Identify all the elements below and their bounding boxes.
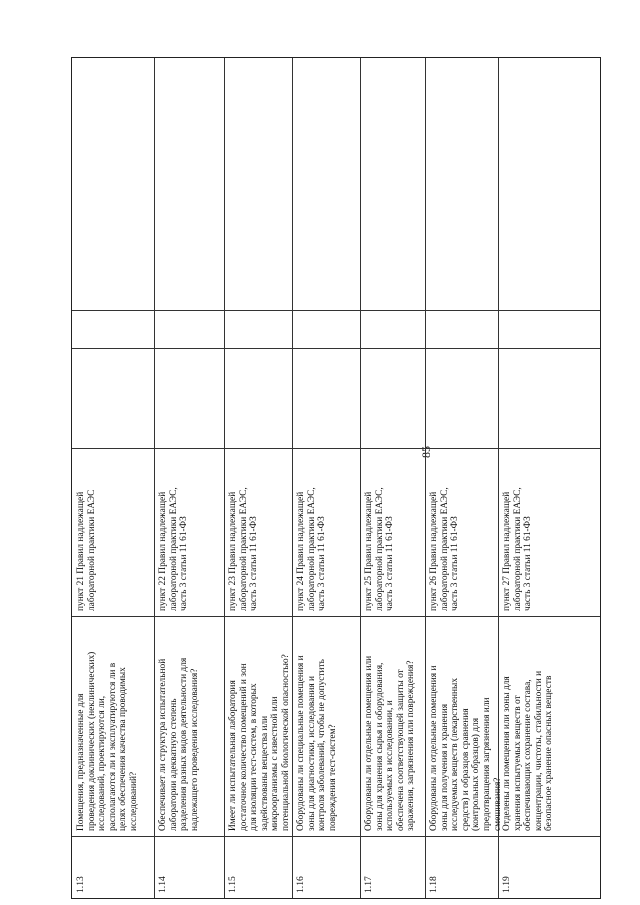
item-number: 1.13 <box>75 876 86 893</box>
item-number: 1.16 <box>295 876 306 893</box>
legal-reference: пункт 21 Правил надлежащей лабораторной практики ЕАЭС <box>76 489 97 611</box>
requirement-question: Отделены ли помещения или зоны для хранения испытуемых веществ от обеспечивающих сохранение состава, концентрации, чистоты, стабильности и безопасное хранение опасных веществ <box>502 670 555 831</box>
requirement-question: Помещения, предназначенные для проведения доклинических (неклинических) исследований, проектируются ли, располагаются ли и эксплуатируются ли в целях обеспечения качества проводимых исследований? <box>76 651 139 831</box>
page-number: 85 <box>419 446 433 458</box>
requirement-question: Имеет ли испытательная лаборатория достаточное количество помещений и зон для изоляции тест-систем, в которых задействованы вещества или микроорганизмы с известной или потенциальной биологической опасностью? <box>228 654 291 831</box>
item-number: 1.17 <box>363 876 374 893</box>
requirement-question: Обеспечивает ли структура испытательной лаборатории адекватную степень разделения разных видов деятельности для надлежащего проведения исследования? <box>158 657 200 831</box>
column-divider <box>72 348 600 349</box>
legal-reference: пункт 25 Правил надлежащей лабораторной практики ЕАЭС, часть 3 статьи 11 61-ФЗ <box>364 487 396 611</box>
item-number: 1.14 <box>157 876 168 893</box>
requirement-question: Оборудованы ли отдельные помещения и зоны для получения и хранения исследуемых веществ (лекарственных средств) и образцов сравнения (контрольных образцов) для предотвращения загрязнения или смешивания? <box>429 665 503 831</box>
legal-reference: пункт 26 Правил надлежащей лабораторной практики ЕАЭС, часть 3 статьи 11 61-ФЗ <box>429 487 461 611</box>
legal-reference: пункт 24 Правил надлежащей лабораторной практики ЕАЭС, часть 3 статьи 11 61-ФЗ <box>296 487 328 611</box>
legal-reference: пункт 22 Правил надлежащей лабораторной практики ЕАЭС, часть 3 статьи 11 61-ФЗ <box>158 487 190 611</box>
item-number: 1.15 <box>227 876 238 893</box>
requirement-question: Оборудованы ли отдельные помещения или зоны для хранения сырья и оборудования, используемых в исследовании, и обеспечена соответствующей защиты от заражения, загрязнения или повреждения? <box>364 655 417 831</box>
item-number: 1.18 <box>428 876 439 893</box>
legal-reference: пункт 23 Правил надлежащей лабораторной практики ЕАЭС, часть 3 статьи 11 61-ФЗ <box>228 487 260 611</box>
requirement-question: Оборудованы ли специальные помещения и зоны для диагностики, исследования и контроля заболеваний, чтобы не допустить повреждения тест-систем? <box>296 655 338 831</box>
item-number: 1.19 <box>501 876 512 893</box>
checklist-table <box>72 58 600 898</box>
legal-reference: пункт 27 Правил надлежащей лабораторной практики ЕАЭС, часть 3 статьи 11 61-ФЗ <box>502 487 534 611</box>
column-divider <box>72 310 600 311</box>
